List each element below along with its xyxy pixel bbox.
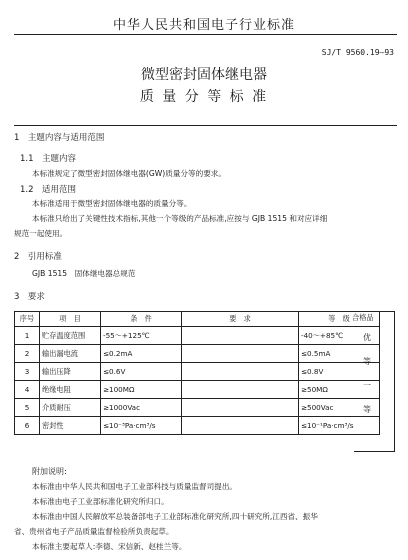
row-condition: ≥1000Vac [101,399,182,417]
grade-class-char: 一 [363,381,371,390]
notes-line: 本标准由中国人民解放军总装备部电子工业部标准化研究所,四十研究所,江西省、振华 [32,512,318,521]
header-condition: 条 件 [101,312,182,327]
grade-class-label: 合格品 [352,313,374,322]
section1-2-text3: 规范一起使用。 [14,229,68,238]
row-requirement [182,345,299,363]
table-row [15,381,380,399]
row-requirement [182,399,299,417]
row-condition: ≤0.2mA [101,345,182,363]
standard-org-title: 中华人民共和国电子行业标准 [112,18,295,33]
table-row [15,345,380,363]
row-item: 贮存温度范围 [40,327,101,345]
row-condition: -55～+125℃ [101,327,182,345]
row-condition: ≤0.6V [101,363,182,381]
row-no: 2 [15,345,40,363]
table-row [15,399,380,417]
notes-line: 省、贵州省电子产品质量监督检验所负责起草。 [14,527,174,536]
grade-class-char: 等 [363,357,371,366]
notes-line: 本标准由电子工业部标准化研究所归口。 [32,497,169,506]
section2-heading: 2 引用标准 [14,252,62,262]
row-grade: ≥50MΩ [299,381,380,399]
table-row [15,363,380,381]
row-grade: ≤0.5mA [299,345,380,363]
row-no: 3 [15,363,40,381]
row-item: 绝缘电阻 [40,381,101,399]
row-condition: ≥100MΩ [101,381,182,399]
row-requirement [182,417,299,435]
header-item: 项 目 [40,312,101,327]
title-divider [14,125,397,126]
section1-heading: 1 主题内容与适用范围 [14,133,105,143]
row-requirement [182,363,299,381]
section1-1-text: 本标准规定了微型密封固体继电器(GW)质量分等的要求。 [32,169,226,178]
row-no: 1 [15,327,40,345]
standard-code: SJ/T 9560.19—93 [321,48,394,57]
requirements-table [14,311,380,435]
document-title-line2: 质 量 分 等 标 准 [139,89,269,105]
section1-2-text1: 本标准适用于微型密封固体继电器的质量分等。 [32,199,192,208]
table-row [15,327,380,345]
row-grade: -40～+85℃ [299,327,380,345]
section3-heading: 3 要求 [14,292,45,302]
row-item: 密封性 [40,417,101,435]
row-item: 输出压降 [40,363,101,381]
row-condition: ≤10⁻³Pa·cm³/s [101,417,182,435]
table-header-row [15,312,380,327]
grade-class-column [354,311,395,452]
row-no: 4 [15,381,40,399]
section1-1-heading: 1.1 主题内容 [20,154,77,164]
document-title-line1: 微型密封固体继电器 [141,67,267,83]
row-requirement [182,381,299,399]
row-grade: ≤10⁻¹Pa·cm³/s [299,417,380,435]
reference-standard: GJB 1515 固体继电器总规范 [32,269,136,278]
grade-class-char: 等 [363,405,371,414]
row-item: 输出漏电流 [40,345,101,363]
table-row [15,417,380,435]
header-no: 序号 [15,312,40,327]
row-item: 介质耐压 [40,399,101,417]
section1-2-heading: 1.2 适用范围 [20,185,77,195]
header-grade: 等 级 [299,312,380,327]
row-grade: ≤0.8V [299,363,380,381]
header-divider [14,34,397,35]
row-requirement [182,327,299,345]
notes-line: 本标准由中华人民共和国电子工业部科技与质量监督司提出。 [32,482,238,491]
row-no: 6 [15,417,40,435]
header-requirement: 要 求 [182,312,299,327]
section1-2-text2: 本标准只给出了关键性技术指标,其他一个等级的产品标准,应按与 GJB 1515 和对应详细 [32,214,328,223]
notes-line: 本标准主要起草人:李德、宋信新、赵桂兰等。 [32,542,187,551]
notes-heading: 附加说明: [32,467,67,476]
row-grade: ≥500Vac [299,399,380,417]
grade-class-char: 优 [363,333,371,342]
row-no: 5 [15,399,40,417]
